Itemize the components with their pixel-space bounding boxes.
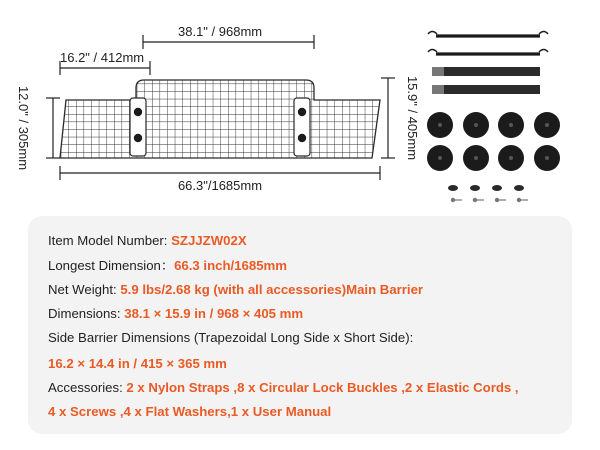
weight-label: Net Weight: <box>48 282 121 297</box>
screws <box>451 198 528 201</box>
longest-label: Longest Dimension： <box>48 258 175 273</box>
spec-side-label-row <box>48 330 413 346</box>
spec-accessories-row <box>48 380 519 396</box>
spec-weight-row <box>48 282 423 298</box>
left-bracket <box>130 98 146 156</box>
dim-side-width: 16.2" / 412mm <box>60 50 145 65</box>
circular-lock-buckles <box>427 112 560 171</box>
side-value: 16.2 × 14.4 in / 415 × 365 mm <box>48 356 227 371</box>
elastic-cords <box>428 32 548 55</box>
dimensions-label: Dimensions: <box>48 306 125 321</box>
accessories-value-2: 4 x Screws ,4 x Flat Washers,1 x User Manual <box>48 404 332 419</box>
accessories-label: Accessories: <box>48 380 127 395</box>
spec-dimensions-row <box>48 306 303 322</box>
model-label: Item Model Number: <box>48 233 172 248</box>
right-bracket <box>294 98 310 156</box>
flat-washers <box>448 185 524 191</box>
spec-longest-row <box>48 258 287 274</box>
spec-side-value-row <box>48 356 227 372</box>
dim-right-height: 15.9" / 405mm <box>405 75 420 161</box>
nylon-straps <box>432 67 540 94</box>
weight-value: 5.9 lbs/2.68 kg (with all accessories)Main Barrier <box>120 282 424 297</box>
side-label: Side Barrier Dimensions (Trapezoidal Long Side x Short Side): <box>48 330 414 345</box>
dim-width-top: 38.1" / 968mm <box>178 24 263 39</box>
longest-value: 66.3 inch/1685mm <box>174 258 287 273</box>
model-value: SZJJZW02X <box>171 233 247 248</box>
accessories-value-1: 2 x Nylon Straps ,8 x Circular Lock Buckles ,2 x Elastic Cords , <box>126 380 519 395</box>
spec-accessories-row-2 <box>48 404 331 420</box>
product-diagram <box>0 0 600 215</box>
dimensions-value: 38.1 × 15.9 in / 968 × 405 mm <box>124 306 304 321</box>
spec-model-row <box>48 233 247 249</box>
dim-left-height: 12.0" / 305mm <box>16 85 31 171</box>
spec-card <box>28 216 572 434</box>
main-barrier <box>60 80 380 158</box>
dim-length: 66.3"/1685mm <box>177 178 263 193</box>
